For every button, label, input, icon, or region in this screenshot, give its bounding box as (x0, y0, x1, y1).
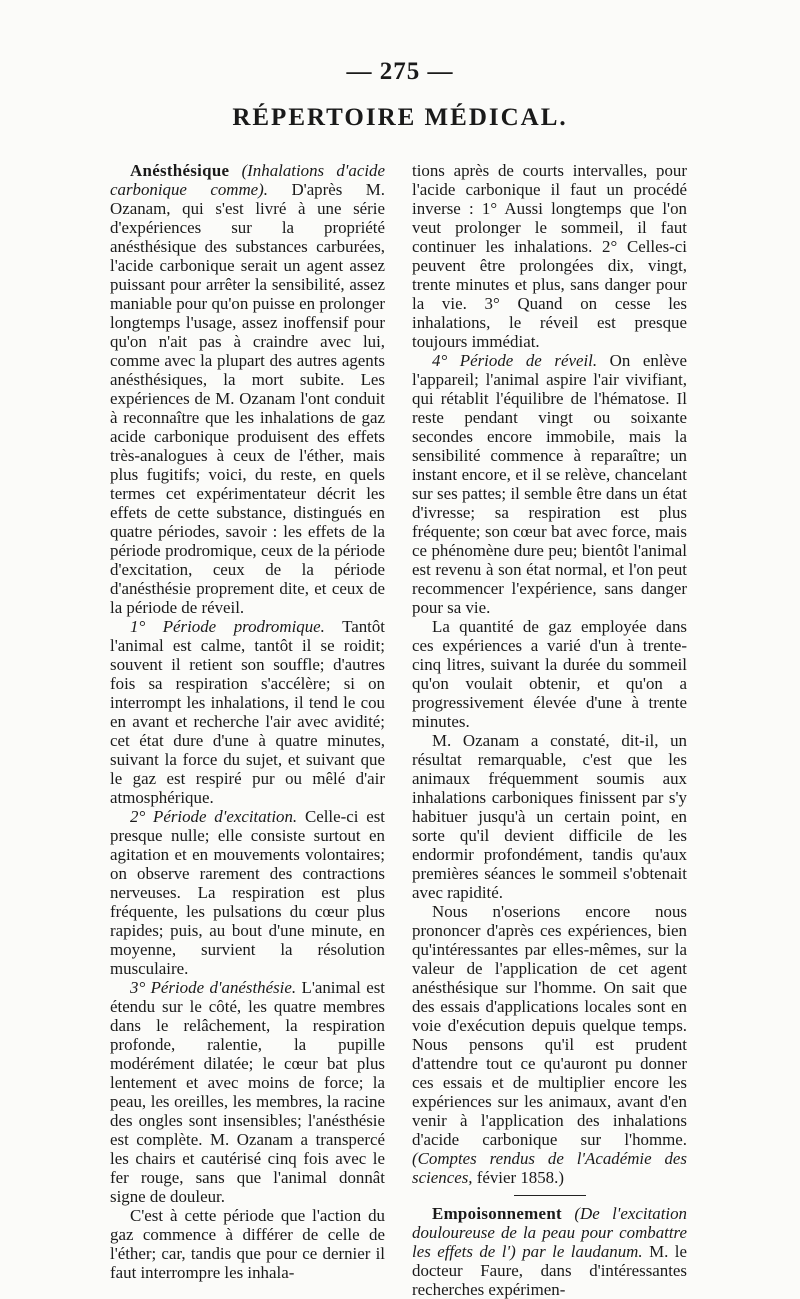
paragraph-anesthesique (110, 161, 385, 617)
paragraph-text: Nous n'oserions encore nous prononcer d'après ces expériences, bien qu'intéressantes par elles-mêmes, sur la valeur de l'application de cet agent anésthésique sur l'homme. On sait que des essais d'applications locales sont en voie d'exécution depuis quelque temps. Nous pensons qu'il est prudent d'attendre tout ce qu'auront pu donner ces essais et de multiplier encore les expériences sur les animaux, avant d'en venir à l'application des inhalations d'acide carbonique sur l'homme. (412, 902, 687, 1149)
paragraph-conclusion (412, 902, 687, 1187)
citation-date: févier 1858.) (472, 1168, 564, 1187)
period-heading: 2° Période d'excitation. (130, 807, 298, 826)
paragraph-periode-reveil (412, 351, 687, 617)
paragraph-text: D'après M. Ozanam, qui s'est livré à une série d'expériences sur la propriété anésthésique des substances carburées, l'acide carbonique serait un agent assez puissant pour arrêter la sensibilité, assez maniable pour qu'on puisse en prolonger longtemps l'usage, assez inoffensif pour qu'on n'ait pas à craindre avec lui, comme avec la plupart des autres agents anésthésiques, la mort subite. Les expériences de M. Ozanam l'ont conduit à reconnaître que les inhalations de gaz acide carbonique produisent des effets très-analogues à ceux de l'éther, mais plus fugitifs; voici, du reste, en quels termes cet expérimentateur décrit les effets de cette substance, distingués en quatre périodes, savoir : les effets de la période prodromique, ceux de la période d'excitation, ceux de la période d'anésthésie proprement dite, et ceux de la période de réveil. (110, 180, 385, 617)
period-heading: 3° Période d'anésthésie. (130, 978, 297, 997)
citation-source: (Comptes rendus de l'Académie des sciences, (412, 1149, 687, 1187)
paragraph-periode-excitation (110, 807, 385, 978)
entry-subtitle: (De l'excitation douloureuse de la peau pour combattre les effets de l') par le laudanum. (412, 1204, 687, 1261)
left-column (110, 161, 385, 1282)
period-heading: 1° Période prodromique. (130, 617, 325, 636)
paragraph-continuation: tions après de courts intervalles, pour l'acide carbonique il faut un procédé inverse : 1° Aussi longtemps que l'on veut prolonger le sommeil, il faut continuer les inhalations. 2° Celles-ci peuvent être prolongées dix, vingt, trente minutes et plus, sans danger pour la vie. 3° Quand on cesse les inhalations, le réveil est presque toujours immédiat. (412, 161, 687, 351)
entry-heading: Empoisonnement (432, 1204, 562, 1223)
paragraph-periode-anesthesie (110, 978, 385, 1206)
entry-heading: Anésthésique (130, 161, 230, 180)
paragraph-text: Tantôt l'animal est calme, tantôt il se roidit; souvent il retient son souffle; d'autres fois sa respiration s'accélère; si on interrompt les inhalations, il tend le cou en avant et recherche l'air avec avidité; cet état dure d'une à quatre minutes, suivant la force du sujet, et suivant que le gaz est respiré pur ou mêlé d'air atmosphérique. (110, 617, 385, 807)
paragraph-empoisonnement (412, 1204, 687, 1299)
right-column (412, 161, 687, 1299)
page-number: — 275 — (346, 58, 454, 85)
section-title: RÉPERTOIRE MÉDICAL. (232, 104, 568, 131)
paragraph-quantite-gaz: La quantité de gaz employée dans ces expériences a varié d'un à trente-cinq litres, suivant la durée du sommeil qu'on voulait obtenir, et qu'on a progressivement élevée d'une à trente minutes. (412, 617, 687, 731)
section-divider (514, 1195, 586, 1196)
paragraph-text: L'animal est étendu sur le côté, les quatre membres dans le relâchement, la respiration profonde, ralentie, la pupille modérément dilatée; le cœur bat plus lentement et avec moins de force; la peau, les oreilles, les membres, la racine des ongles sont insensibles; l'anésthésie est complète. M. Ozanam a transpercé les chairs et cautérisé cinq fois avec le fer rouge, sans que l'animal donnât signe de douleur. (110, 978, 385, 1206)
period-heading: 4° Période de réveil. (432, 351, 598, 370)
paragraph-text: Celle-ci est presque nulle; elle consiste surtout en agitation et en mouvements volontaires; on observe rarement des contractions nerveuses. La respiration est plus fréquente, les pulsations du cœur plus rapides; puis, au bout d'une minute, en moyenne, survient la résolution musculaire. (110, 807, 385, 978)
paragraph-action-du-gaz: C'est à cette période que l'action du gaz commence à différer de celle de l'éther; car, tandis que pour ce dernier il faut interrompre les inhala- (110, 1206, 385, 1282)
entry-subtitle: (Inhalations d'acide carbonique comme). (110, 161, 385, 199)
paragraph-periode-prodromique (110, 617, 385, 807)
paragraph-text: M. le docteur Faure, dans d'intéressantes recherches expérimen- (412, 1242, 687, 1299)
paragraph-text: On enlève l'appareil; l'animal aspire l'air vivifiant, qui rétablit l'équilibre de l'hématose. Il reste pendant vingt ou soixante secondes encore immobile, mais la sensibilité commence à reparaître; un instant encore, et il se relève, chancelant sur ses pattes; il semble être dans un état d'ivresse; sa respiration est plus fréquente; son cœur bat avec force, mais ce phénomène dure peu; bientôt l'animal est revenu à son état normal, et l'on peut recommencer l'expérience, sans danger pour sa vie. (412, 351, 687, 617)
paragraph-resultat: M. Ozanam a constaté, dit-il, un résultat remarquable, c'est que les animaux fréquemment soumis aux inhalations carboniques finissent par s'y habituer jusqu'à un certain point, en sorte qu'il devient difficile de les endormir profondément, tandis qu'aux premières séances le sommeil s'obtenait avec rapidité. (412, 731, 687, 902)
